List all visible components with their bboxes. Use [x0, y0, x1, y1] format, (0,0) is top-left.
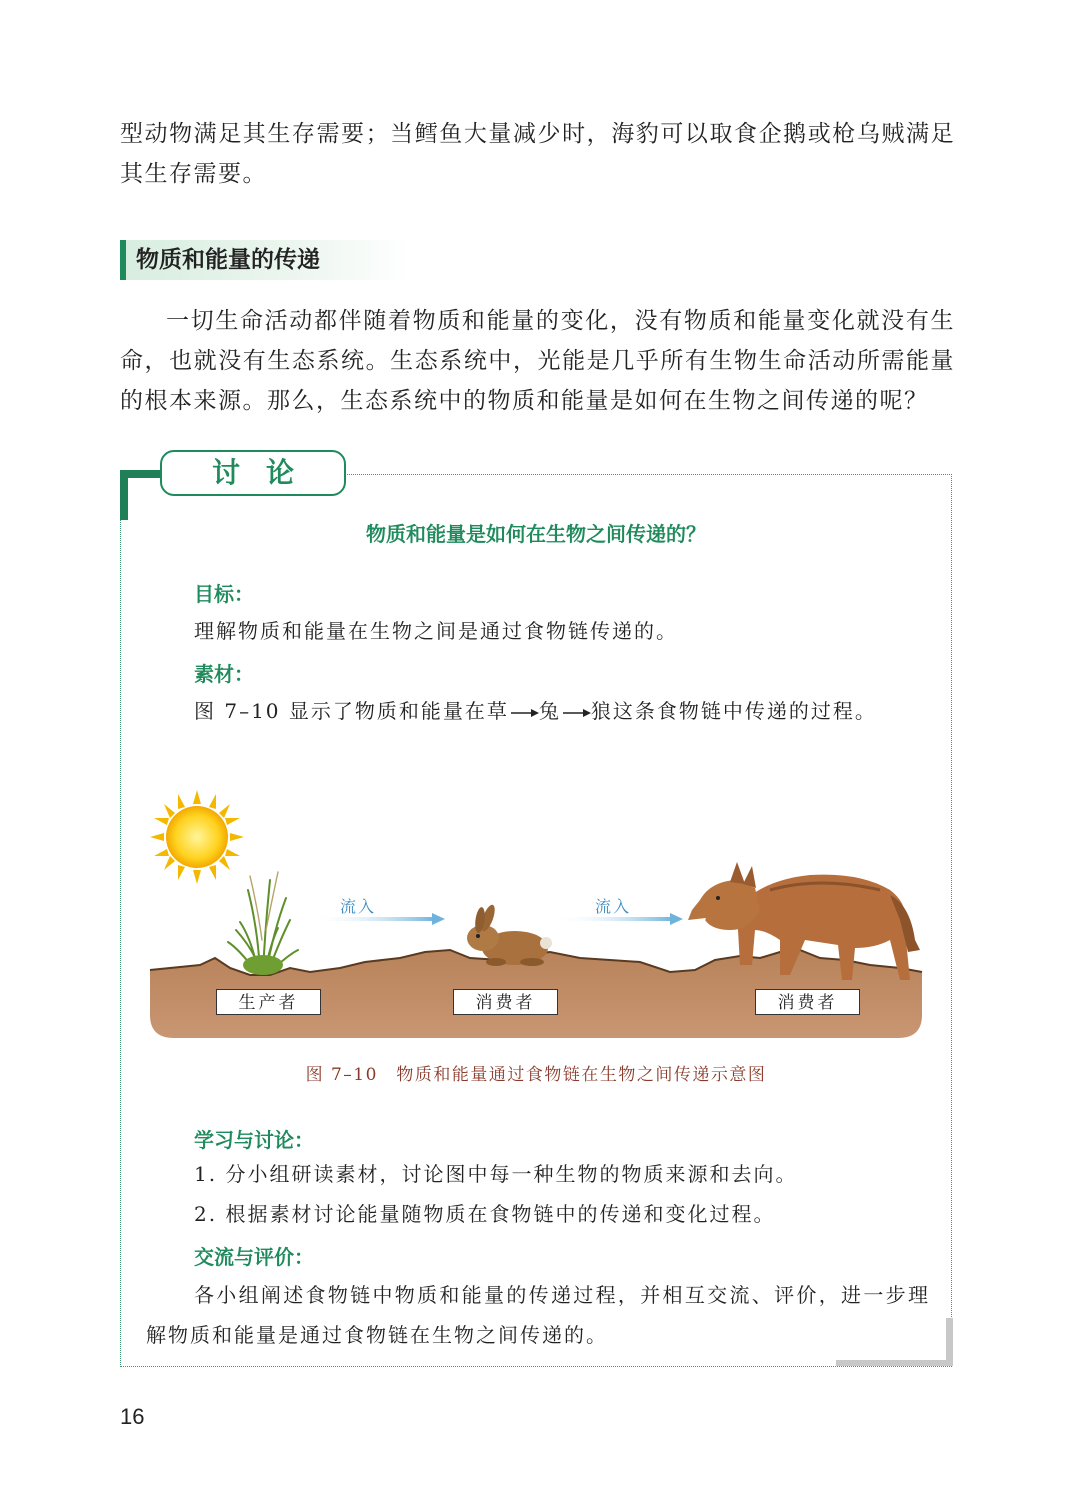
- discussion-corner-horizontal: [120, 470, 164, 478]
- exchange-text: 各小组阐述食物链中物质和能量的传递过程，并相互交流、评价，进一步理解物质和能量是通过食物链在生物之间传递的。: [146, 1283, 930, 1347]
- study-item: 2. 根据素材讨论能量随物质在食物链中的传递和变化过程。: [194, 1202, 776, 1226]
- right-arrow-icon: [561, 707, 591, 719]
- section-heading-bar: [120, 240, 126, 280]
- flow-label-1: 流入: [340, 897, 377, 916]
- page-number: 16: [120, 1404, 145, 1429]
- rabbit-icon: [467, 903, 552, 966]
- material-text-part-1: 图 7–10 显示了物质和能量在草: [194, 699, 509, 723]
- exchange-label: 交流与评价：: [194, 1245, 314, 1269]
- food-chain-figure: [140, 780, 940, 1050]
- discussion-tab: 讨论: [160, 450, 346, 496]
- intro-paragraph: 型动物满足其生存需要；当鳕鱼大量减少时，海豹可以取食企鹅或枪乌贼满足其生存需要。: [120, 121, 955, 187]
- consumer-label-2: 消费者: [755, 989, 860, 1015]
- goal-text: 理解物质和能量在生物之间是通过食物链传递的。: [194, 619, 678, 643]
- study-label: 学习与讨论：: [194, 1128, 314, 1152]
- material-text-part-2: 兔: [538, 699, 561, 723]
- consumer-label-1: 消费者: [453, 989, 558, 1015]
- material-label: 素材：: [194, 662, 254, 686]
- section-heading-text: 物质和能量的传递: [136, 247, 320, 273]
- sun-icon: [150, 790, 244, 884]
- material-text: [194, 691, 934, 731]
- flow-label-2: 流入: [595, 897, 632, 916]
- figure-caption: 图 7–10 物质和能量通过食物链在生物之间传递示意图: [305, 1065, 767, 1085]
- section-paragraph: 一切生命活动都伴随着物质和能量的变化，没有物质和能量变化就没有生命，也就没有生态系统。生态系统中，光能是几乎所有生物生命活动所需能量的根本来源。那么，生态系统中的物质和能量是如何在生物之间传递的呢？: [120, 308, 955, 414]
- grass-icon: [228, 872, 298, 975]
- goal-label: 目标：: [194, 582, 254, 606]
- study-item: 1. 分小组研读素材，讨论图中每一种生物的物质来源和去向。: [194, 1162, 798, 1186]
- section-heading: [120, 240, 410, 280]
- box-shadow-bottom: [836, 1360, 953, 1366]
- right-arrow-icon: [509, 707, 539, 719]
- material-text-part-3: 狼这条食物链中传递的过程。: [590, 699, 877, 723]
- flow-arrow-1: [310, 913, 445, 925]
- box-shadow-right: [946, 1318, 953, 1366]
- discussion-title: 物质和能量是如何在生物之间传递的？: [366, 522, 706, 546]
- producer-label: 生产者: [216, 989, 321, 1015]
